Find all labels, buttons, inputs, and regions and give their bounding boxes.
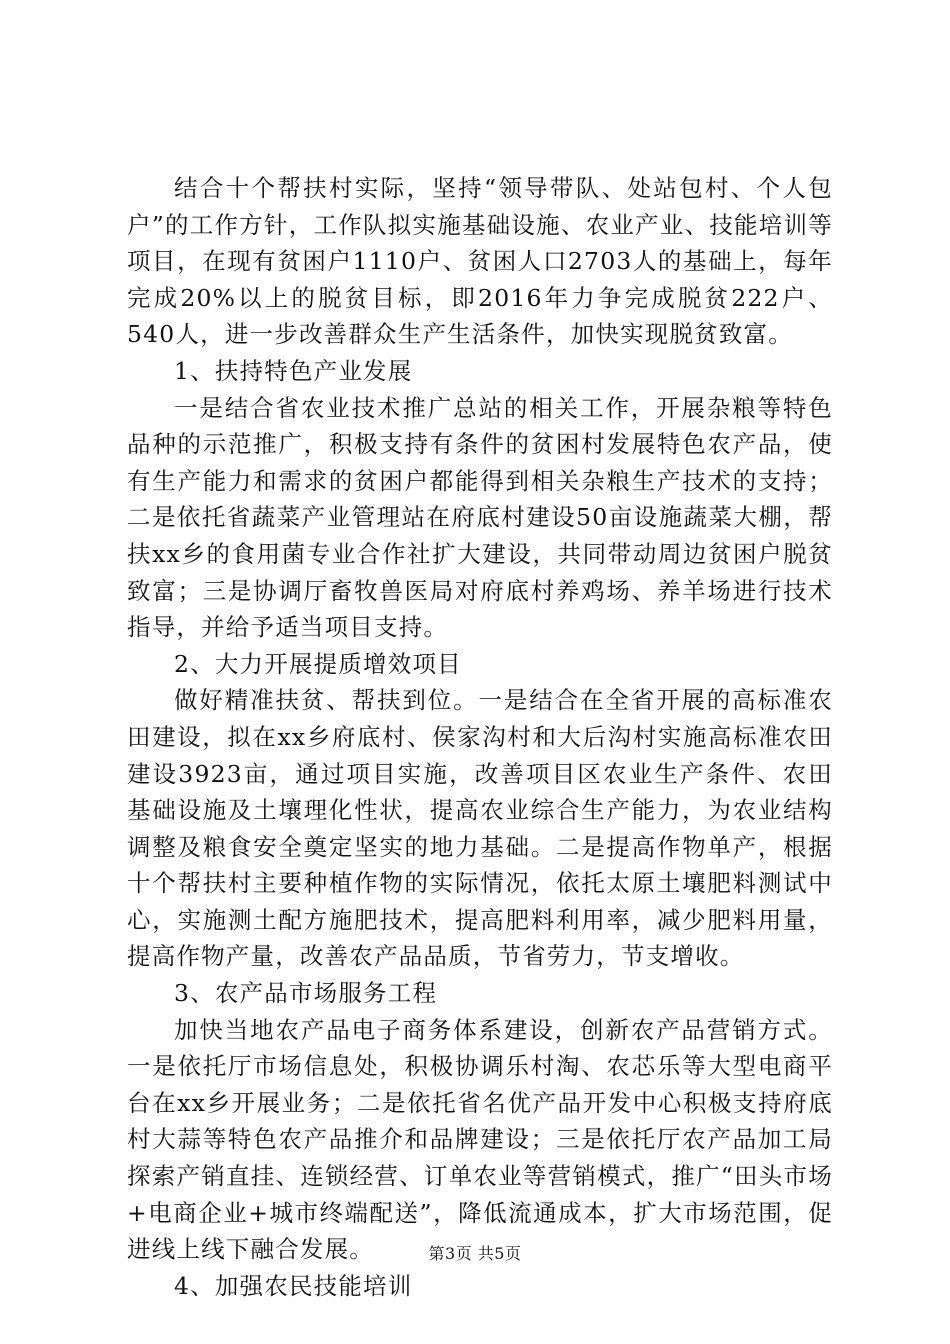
- page-footer: [0, 1244, 950, 1264]
- intro-paragraph: 结合十个帮扶村实际，坚持“领导带队、处站包村、个人包户”的工作方针，工作队拟实施基础设施、农业产业、技能培训等项目，在现有贫困户1110户、贫困人口2703人的基础上，每年完成20%以上的脱贫目标，即2016年力争完成脱贫222户、540人，进一步改善群众生产生活条件，加快实现脱贫致富。: [127, 174, 833, 349]
- document-body: [127, 170, 833, 1304]
- section-paragraph-3: 加快当地农产品电子商务体系建设，创新农产品营销方式。一是依托厅市场信息处，积极协调乐村淘、农芯乐等大型电商平台在xx乡开展业务；二是依托省名优产品开发中心积极支持府底村大蒜等特色农产品推介和品牌建设；三是依托厅农产品加工局探索产销直挂、连锁经营、订单农业等营销模式，推广“田头市场+电商企业+城市终端配送”，降低流通成本，扩大市场范围，促进线上线下融合发展。: [127, 1015, 833, 1264]
- section-heading-2: 2、大力开展提质增效项目: [174, 649, 462, 678]
- section-paragraph-2: 做好精准扶贫、帮扶到位。一是结合在全省开展的高标准农田建设，拟在xx乡府底村、侯家沟村和大后沟村实施高标准农田建设3923亩，通过项目实施，改善项目区农业生产条件、农田基础设施及土壤理化性状，提高农业综合生产能力，为农业结构调整及粮食安全奠定坚实的地力基础。二是提高作物单产，根据十个帮扶村主要种植作物的实际情况，依托太原土壤肥料测试中心，实施测土配方施肥技术，提高肥料利用率，减少肥料用量，提高作物产量，改善农产品品质，节省劳力，节支增收。: [127, 686, 833, 971]
- section-heading-1: 1、扶持特色产业发展: [174, 356, 413, 385]
- section-heading-3: 3、农产品市场服务工程: [174, 979, 438, 1008]
- section-heading-4: 4、加强农民技能培训: [174, 1271, 413, 1300]
- section-paragraph-1: 一是结合省农业技术推广总站的相关工作，开展杂粮等特色品种的示范推广，积极支持有条件的贫困村发展特色农产品，使有生产能力和需求的贫困户都能得到相关杂粮生产技术的支持；二是依托省蔬菜产业管理站在府底村建设50亩设施蔬菜大棚，帮扶xx乡的食用菌专业合作社扩大建设，共同带动周边贫困户脱贫致富；三是协调厅畜牧兽医局对府底村养鸡场、养羊场进行技术指导，并给予适当项目支持。: [127, 393, 833, 642]
- page-number-label: 第3页 共5页: [428, 1244, 522, 1263]
